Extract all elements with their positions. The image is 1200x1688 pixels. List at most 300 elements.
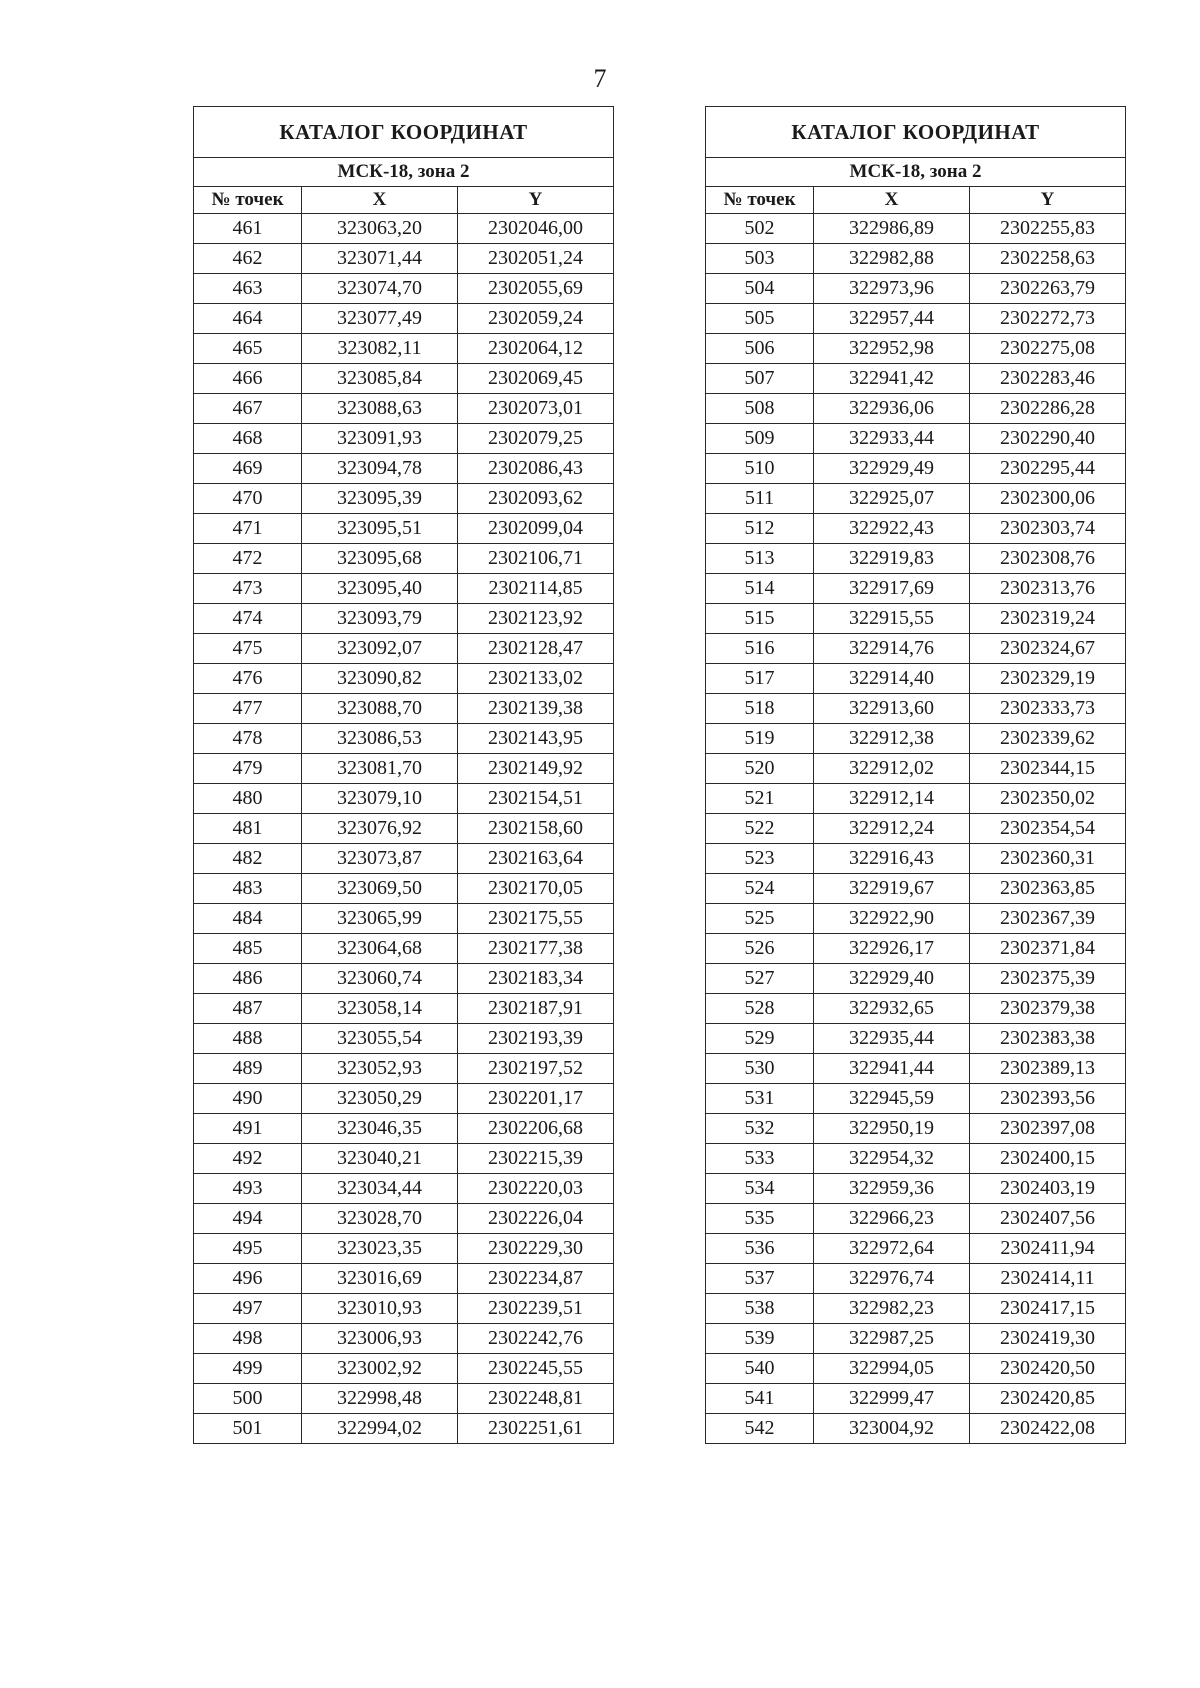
- point-number-cell: 475: [194, 634, 302, 664]
- y-coordinate-cell: 2302099,04: [458, 514, 614, 544]
- point-number-cell: 530: [706, 1054, 814, 1084]
- x-coordinate-cell: 322926,17: [814, 934, 970, 964]
- point-number-cell: 542: [706, 1414, 814, 1444]
- y-coordinate-cell: 2302139,38: [458, 694, 614, 724]
- x-coordinate-cell: 322917,69: [814, 574, 970, 604]
- point-number-cell: 477: [194, 694, 302, 724]
- y-coordinate-cell: 2302234,87: [458, 1264, 614, 1294]
- x-coordinate-cell: 322932,65: [814, 994, 970, 1024]
- table-row: [194, 934, 614, 964]
- y-coordinate-cell: 2302417,15: [970, 1294, 1126, 1324]
- x-coordinate-cell: 323090,82: [302, 664, 458, 694]
- y-coordinate-cell: 2302170,05: [458, 874, 614, 904]
- catalog-title: КАТАЛОГ КООРДИНАТ: [706, 107, 1126, 158]
- x-coordinate-cell: 323095,40: [302, 574, 458, 604]
- point-number-cell: 510: [706, 454, 814, 484]
- table-row: [194, 1294, 614, 1324]
- x-coordinate-cell: 323077,49: [302, 304, 458, 334]
- column-header-point-number: № точек: [194, 187, 302, 214]
- coordinate-system-label: МСК-18, зона 2: [706, 158, 1126, 187]
- table-row: [194, 394, 614, 424]
- point-number-cell: 533: [706, 1144, 814, 1174]
- y-coordinate-cell: 2302339,62: [970, 724, 1126, 754]
- coordinate-system-label: МСК-18, зона 2: [194, 158, 614, 187]
- page-number: 7: [593, 64, 607, 93]
- y-coordinate-cell: 2302187,91: [458, 994, 614, 1024]
- y-coordinate-cell: 2302220,03: [458, 1174, 614, 1204]
- point-number-cell: 486: [194, 964, 302, 994]
- x-coordinate-cell: 322952,98: [814, 334, 970, 364]
- x-coordinate-cell: 323006,93: [302, 1324, 458, 1354]
- y-coordinate-cell: 2302114,85: [458, 574, 614, 604]
- x-coordinate-cell: 323065,99: [302, 904, 458, 934]
- x-coordinate-cell: 323079,10: [302, 784, 458, 814]
- point-number-cell: 515: [706, 604, 814, 634]
- table-row: [706, 1204, 1126, 1234]
- point-number-cell: 513: [706, 544, 814, 574]
- table-row: [194, 1204, 614, 1234]
- point-number-cell: 532: [706, 1114, 814, 1144]
- table-row: [194, 754, 614, 784]
- y-coordinate-cell: 2302229,30: [458, 1234, 614, 1264]
- point-number-cell: 493: [194, 1174, 302, 1204]
- x-coordinate-cell: 322972,64: [814, 1234, 970, 1264]
- point-number-cell: 535: [706, 1204, 814, 1234]
- x-coordinate-cell: 322976,74: [814, 1264, 970, 1294]
- x-coordinate-cell: 323094,78: [302, 454, 458, 484]
- y-coordinate-cell: 2302403,19: [970, 1174, 1126, 1204]
- point-number-cell: 516: [706, 634, 814, 664]
- point-number-cell: 534: [706, 1174, 814, 1204]
- table-row: [194, 574, 614, 604]
- y-coordinate-cell: 2302133,02: [458, 664, 614, 694]
- x-coordinate-cell: 322912,24: [814, 814, 970, 844]
- x-coordinate-cell: 322933,44: [814, 424, 970, 454]
- y-coordinate-cell: 2302363,85: [970, 874, 1126, 904]
- column-header-x: X: [302, 187, 458, 214]
- point-number-cell: 473: [194, 574, 302, 604]
- x-coordinate-cell: 322941,42: [814, 364, 970, 394]
- x-coordinate-cell: 323055,54: [302, 1024, 458, 1054]
- x-coordinate-cell: 323095,68: [302, 544, 458, 574]
- x-coordinate-cell: 323093,79: [302, 604, 458, 634]
- y-coordinate-cell: 2302163,64: [458, 844, 614, 874]
- point-number-cell: 492: [194, 1144, 302, 1174]
- point-number-cell: 517: [706, 664, 814, 694]
- y-coordinate-cell: 2302411,94: [970, 1234, 1126, 1264]
- table-row: [706, 904, 1126, 934]
- x-coordinate-cell: 323028,70: [302, 1204, 458, 1234]
- point-number-cell: 519: [706, 724, 814, 754]
- x-coordinate-cell: 323060,74: [302, 964, 458, 994]
- point-number-cell: 494: [194, 1204, 302, 1234]
- table-row: [194, 814, 614, 844]
- y-coordinate-cell: 2302286,28: [970, 394, 1126, 424]
- point-number-cell: 495: [194, 1234, 302, 1264]
- table-row: [194, 1264, 614, 1294]
- table-row: [706, 754, 1126, 784]
- coordinate-catalog-table-left: [193, 106, 614, 1444]
- table-row: [194, 664, 614, 694]
- x-coordinate-cell: 322957,44: [814, 304, 970, 334]
- table-row: [706, 394, 1126, 424]
- x-coordinate-cell: 323023,35: [302, 1234, 458, 1264]
- point-number-cell: 528: [706, 994, 814, 1024]
- x-coordinate-cell: 322941,44: [814, 1054, 970, 1084]
- table-row: [706, 334, 1126, 364]
- point-number-cell: 520: [706, 754, 814, 784]
- table-row: [194, 844, 614, 874]
- table-row: [194, 274, 614, 304]
- x-coordinate-cell: 322929,40: [814, 964, 970, 994]
- y-coordinate-cell: 2302059,24: [458, 304, 614, 334]
- point-number-cell: 524: [706, 874, 814, 904]
- table-row: [706, 274, 1126, 304]
- point-number-cell: 489: [194, 1054, 302, 1084]
- y-coordinate-cell: 2302414,11: [970, 1264, 1126, 1294]
- coordinate-catalog-table-right: [705, 106, 1126, 1444]
- x-coordinate-cell: 322919,83: [814, 544, 970, 574]
- point-number-cell: 479: [194, 754, 302, 784]
- y-coordinate-cell: 2302283,46: [970, 364, 1126, 394]
- point-number-cell: 472: [194, 544, 302, 574]
- table-row: [706, 1234, 1126, 1264]
- x-coordinate-cell: 323088,70: [302, 694, 458, 724]
- table-row: [194, 364, 614, 394]
- y-coordinate-cell: 2302086,43: [458, 454, 614, 484]
- y-coordinate-cell: 2302239,51: [458, 1294, 614, 1324]
- x-coordinate-cell: 322973,96: [814, 274, 970, 304]
- y-coordinate-cell: 2302201,17: [458, 1084, 614, 1114]
- column-header-y: Y: [970, 187, 1126, 214]
- x-coordinate-cell: 323010,93: [302, 1294, 458, 1324]
- y-coordinate-cell: 2302324,67: [970, 634, 1126, 664]
- point-number-cell: 523: [706, 844, 814, 874]
- y-coordinate-cell: 2302420,85: [970, 1384, 1126, 1414]
- y-coordinate-cell: 2302290,40: [970, 424, 1126, 454]
- y-coordinate-cell: 2302367,39: [970, 904, 1126, 934]
- y-coordinate-cell: 2302215,39: [458, 1144, 614, 1174]
- table-row: [706, 454, 1126, 484]
- table-row: [194, 724, 614, 754]
- point-number-cell: 504: [706, 274, 814, 304]
- table-row: [194, 1174, 614, 1204]
- x-coordinate-cell: 323092,07: [302, 634, 458, 664]
- table-row: [706, 514, 1126, 544]
- y-coordinate-cell: 2302143,95: [458, 724, 614, 754]
- y-coordinate-cell: 2302154,51: [458, 784, 614, 814]
- table-row: [706, 484, 1126, 514]
- table-row: [194, 1414, 614, 1444]
- point-number-cell: 487: [194, 994, 302, 1024]
- y-coordinate-cell: 2302263,79: [970, 274, 1126, 304]
- x-coordinate-cell: 322950,19: [814, 1114, 970, 1144]
- point-number-cell: 539: [706, 1324, 814, 1354]
- table-row: [194, 1384, 614, 1414]
- y-coordinate-cell: 2302245,55: [458, 1354, 614, 1384]
- point-number-cell: 490: [194, 1084, 302, 1114]
- x-coordinate-cell: 323052,93: [302, 1054, 458, 1084]
- point-number-cell: 525: [706, 904, 814, 934]
- table-row: [706, 814, 1126, 844]
- table-row: [194, 784, 614, 814]
- x-coordinate-cell: 323095,51: [302, 514, 458, 544]
- y-coordinate-cell: 2302393,56: [970, 1084, 1126, 1114]
- x-coordinate-cell: 322922,90: [814, 904, 970, 934]
- point-number-cell: 476: [194, 664, 302, 694]
- table-row: [706, 1354, 1126, 1384]
- x-coordinate-cell: 322954,32: [814, 1144, 970, 1174]
- table-row: [194, 514, 614, 544]
- y-coordinate-cell: 2302123,92: [458, 604, 614, 634]
- column-header-x: X: [814, 187, 970, 214]
- x-coordinate-cell: 322998,48: [302, 1384, 458, 1414]
- y-coordinate-cell: 2302407,56: [970, 1204, 1126, 1234]
- x-coordinate-cell: 322914,40: [814, 664, 970, 694]
- point-number-cell: 480: [194, 784, 302, 814]
- x-coordinate-cell: 322987,25: [814, 1324, 970, 1354]
- table-row: [706, 1324, 1126, 1354]
- y-coordinate-cell: 2302055,69: [458, 274, 614, 304]
- point-number-cell: 527: [706, 964, 814, 994]
- y-coordinate-cell: 2302329,19: [970, 664, 1126, 694]
- y-coordinate-cell: 2302300,06: [970, 484, 1126, 514]
- table-row: [706, 694, 1126, 724]
- point-number-cell: 484: [194, 904, 302, 934]
- y-coordinate-cell: 2302308,76: [970, 544, 1126, 574]
- table-row: [194, 304, 614, 334]
- x-coordinate-cell: 322912,38: [814, 724, 970, 754]
- y-coordinate-cell: 2302272,73: [970, 304, 1126, 334]
- x-coordinate-cell: 322935,44: [814, 1024, 970, 1054]
- y-coordinate-cell: 2302379,38: [970, 994, 1126, 1024]
- x-coordinate-cell: 323069,50: [302, 874, 458, 904]
- x-coordinate-cell: 322936,06: [814, 394, 970, 424]
- y-coordinate-cell: 2302350,02: [970, 784, 1126, 814]
- y-coordinate-cell: 2302158,60: [458, 814, 614, 844]
- y-coordinate-cell: 2302344,15: [970, 754, 1126, 784]
- x-coordinate-cell: 322916,43: [814, 844, 970, 874]
- table-row: [194, 1114, 614, 1144]
- x-coordinate-cell: 322986,89: [814, 214, 970, 244]
- x-coordinate-cell: 322912,14: [814, 784, 970, 814]
- y-coordinate-cell: 2302383,38: [970, 1024, 1126, 1054]
- table-row: [706, 214, 1126, 244]
- point-number-cell: 531: [706, 1084, 814, 1114]
- table-row: [194, 604, 614, 634]
- y-coordinate-cell: 2302371,84: [970, 934, 1126, 964]
- x-coordinate-cell: 322919,67: [814, 874, 970, 904]
- y-coordinate-cell: 2302375,39: [970, 964, 1126, 994]
- x-coordinate-cell: 322959,36: [814, 1174, 970, 1204]
- y-coordinate-cell: 2302397,08: [970, 1114, 1126, 1144]
- table-row: [194, 214, 614, 244]
- x-coordinate-cell: 323073,87: [302, 844, 458, 874]
- point-number-cell: 514: [706, 574, 814, 604]
- point-number-cell: 502: [706, 214, 814, 244]
- x-coordinate-cell: 323002,92: [302, 1354, 458, 1384]
- x-coordinate-cell: 323088,63: [302, 394, 458, 424]
- table-row: [194, 904, 614, 934]
- table-row: [194, 424, 614, 454]
- point-number-cell: 468: [194, 424, 302, 454]
- y-coordinate-cell: 2302400,15: [970, 1144, 1126, 1174]
- y-coordinate-cell: 2302073,01: [458, 394, 614, 424]
- point-number-cell: 501: [194, 1414, 302, 1444]
- point-number-cell: 537: [706, 1264, 814, 1294]
- table-row: [194, 1144, 614, 1174]
- y-coordinate-cell: 2302193,39: [458, 1024, 614, 1054]
- y-coordinate-cell: 2302422,08: [970, 1414, 1126, 1444]
- y-coordinate-cell: 2302051,24: [458, 244, 614, 274]
- table-row: [194, 874, 614, 904]
- point-number-cell: 485: [194, 934, 302, 964]
- x-coordinate-cell: 323091,93: [302, 424, 458, 454]
- x-coordinate-cell: 323063,20: [302, 214, 458, 244]
- table-row: [194, 634, 614, 664]
- point-number-cell: 526: [706, 934, 814, 964]
- point-number-cell: 466: [194, 364, 302, 394]
- table-row: [194, 994, 614, 1024]
- y-coordinate-cell: 2302255,83: [970, 214, 1126, 244]
- table-row: [706, 244, 1126, 274]
- table-row: [706, 964, 1126, 994]
- x-coordinate-cell: 323086,53: [302, 724, 458, 754]
- table-row: [706, 664, 1126, 694]
- x-coordinate-cell: 323034,44: [302, 1174, 458, 1204]
- x-coordinate-cell: 323071,44: [302, 244, 458, 274]
- point-number-cell: 482: [194, 844, 302, 874]
- x-coordinate-cell: 323050,29: [302, 1084, 458, 1114]
- point-number-cell: 522: [706, 814, 814, 844]
- y-coordinate-cell: 2302079,25: [458, 424, 614, 454]
- point-number-cell: 541: [706, 1384, 814, 1414]
- x-coordinate-cell: 323058,14: [302, 994, 458, 1024]
- table-row: [706, 1114, 1126, 1144]
- point-number-cell: 498: [194, 1324, 302, 1354]
- y-coordinate-cell: 2302197,52: [458, 1054, 614, 1084]
- column-header-point-number: № точек: [706, 187, 814, 214]
- table-row: [194, 1234, 614, 1264]
- x-coordinate-cell: 323046,35: [302, 1114, 458, 1144]
- table-row: [706, 364, 1126, 394]
- y-coordinate-cell: 2302354,54: [970, 814, 1126, 844]
- x-coordinate-cell: 322929,49: [814, 454, 970, 484]
- y-coordinate-cell: 2302175,55: [458, 904, 614, 934]
- x-coordinate-cell: 322945,59: [814, 1084, 970, 1114]
- y-coordinate-cell: 2302360,31: [970, 844, 1126, 874]
- point-number-cell: 471: [194, 514, 302, 544]
- point-number-cell: 518: [706, 694, 814, 724]
- table-row: [194, 484, 614, 514]
- point-number-cell: 508: [706, 394, 814, 424]
- x-coordinate-cell: 323081,70: [302, 754, 458, 784]
- point-number-cell: 529: [706, 1024, 814, 1054]
- point-number-cell: 538: [706, 1294, 814, 1324]
- x-coordinate-cell: 323064,68: [302, 934, 458, 964]
- y-coordinate-cell: 2302093,62: [458, 484, 614, 514]
- point-number-cell: 500: [194, 1384, 302, 1414]
- catalog-rows: [194, 214, 614, 1444]
- table-row: [706, 994, 1126, 1024]
- table-row: [194, 1324, 614, 1354]
- y-coordinate-cell: 2302319,24: [970, 604, 1126, 634]
- point-number-cell: 499: [194, 1354, 302, 1384]
- point-number-cell: 512: [706, 514, 814, 544]
- table-row: [706, 784, 1126, 814]
- x-coordinate-cell: 322966,23: [814, 1204, 970, 1234]
- x-coordinate-cell: 323076,92: [302, 814, 458, 844]
- table-row: [194, 544, 614, 574]
- y-coordinate-cell: 2302106,71: [458, 544, 614, 574]
- catalog-rows: [706, 214, 1126, 1444]
- y-coordinate-cell: 2302258,63: [970, 244, 1126, 274]
- point-number-cell: 505: [706, 304, 814, 334]
- table-row: [194, 454, 614, 484]
- table-row: [706, 1414, 1126, 1444]
- point-number-cell: 503: [706, 244, 814, 274]
- point-number-cell: 507: [706, 364, 814, 394]
- x-coordinate-cell: 323040,21: [302, 1144, 458, 1174]
- x-coordinate-cell: 322994,02: [302, 1414, 458, 1444]
- table-row: [706, 424, 1126, 454]
- table-row: [194, 964, 614, 994]
- x-coordinate-cell: 323004,92: [814, 1414, 970, 1444]
- point-number-cell: 469: [194, 454, 302, 484]
- point-number-cell: 478: [194, 724, 302, 754]
- point-number-cell: 506: [706, 334, 814, 364]
- y-coordinate-cell: 2302275,08: [970, 334, 1126, 364]
- table-row: [194, 694, 614, 724]
- point-number-cell: 488: [194, 1024, 302, 1054]
- table-row: [194, 1084, 614, 1114]
- y-coordinate-cell: 2302206,68: [458, 1114, 614, 1144]
- y-coordinate-cell: 2302177,38: [458, 934, 614, 964]
- table-row: [706, 844, 1126, 874]
- table-row: [706, 304, 1126, 334]
- table-row: [706, 1384, 1126, 1414]
- y-coordinate-cell: 2302303,74: [970, 514, 1126, 544]
- x-coordinate-cell: 322982,88: [814, 244, 970, 274]
- table-row: [706, 1024, 1126, 1054]
- point-number-cell: 496: [194, 1264, 302, 1294]
- table-row: [706, 1084, 1126, 1114]
- x-coordinate-cell: 323082,11: [302, 334, 458, 364]
- x-coordinate-cell: 322999,47: [814, 1384, 970, 1414]
- table-row: [706, 874, 1126, 904]
- y-coordinate-cell: 2302420,50: [970, 1354, 1126, 1384]
- x-coordinate-cell: 322915,55: [814, 604, 970, 634]
- table-row: [706, 1264, 1126, 1294]
- point-number-cell: 521: [706, 784, 814, 814]
- table-row: [706, 724, 1126, 754]
- table-row: [706, 544, 1126, 574]
- table-row: [194, 334, 614, 364]
- point-number-cell: 461: [194, 214, 302, 244]
- y-coordinate-cell: 2302313,76: [970, 574, 1126, 604]
- table-row: [706, 934, 1126, 964]
- table-row: [194, 1024, 614, 1054]
- y-coordinate-cell: 2302128,47: [458, 634, 614, 664]
- point-number-cell: 463: [194, 274, 302, 304]
- point-number-cell: 536: [706, 1234, 814, 1264]
- x-coordinate-cell: 322925,07: [814, 484, 970, 514]
- table-row: [706, 604, 1126, 634]
- point-number-cell: 470: [194, 484, 302, 514]
- y-coordinate-cell: 2302183,34: [458, 964, 614, 994]
- y-coordinate-cell: 2302046,00: [458, 214, 614, 244]
- column-header-y: Y: [458, 187, 614, 214]
